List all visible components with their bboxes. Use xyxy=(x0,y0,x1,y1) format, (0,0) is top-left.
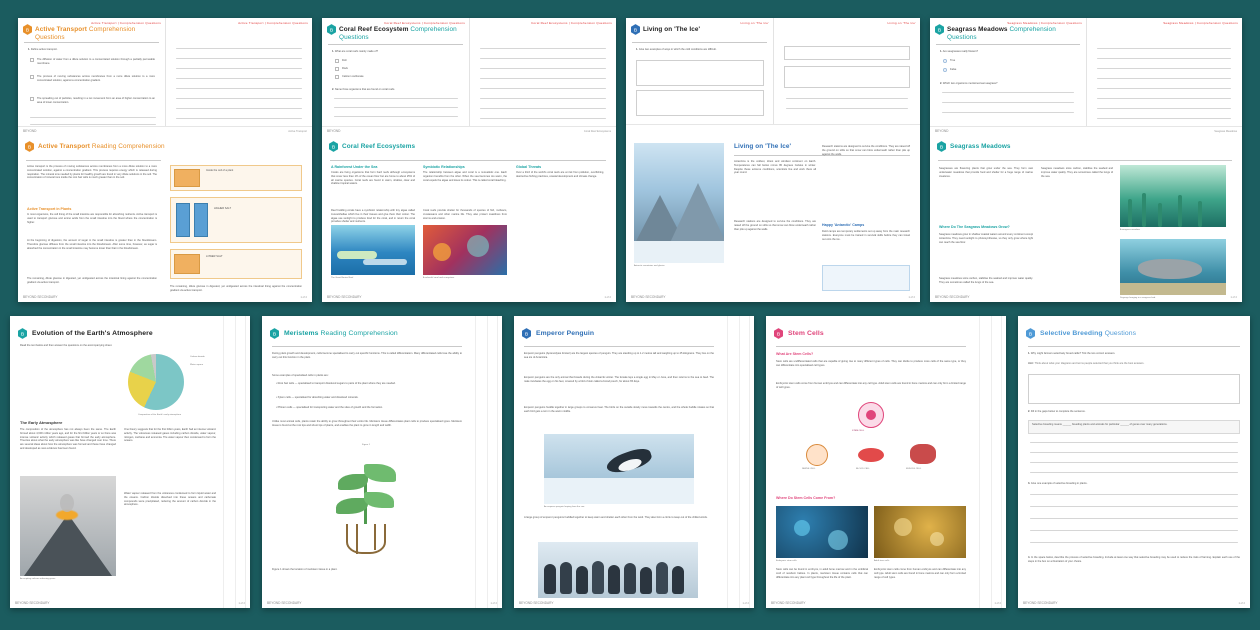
question-3: 3. Give one example of selective breeding in plants. xyxy=(1028,482,1088,485)
question-1: 1. Why might farmers selectively breed cattle? Tick the two correct answers. xyxy=(1028,352,1116,355)
photo-volcano xyxy=(20,476,116,576)
cell-diagram-1 xyxy=(174,169,200,187)
answer-box-1[interactable] xyxy=(1028,374,1240,404)
paragraph-4: A large group of emperor penguins huddled together to keep warm and shelter each other from the wind. They also form a circle to keep out of the chilled winds. xyxy=(524,516,708,519)
beyond-logo-icon xyxy=(774,328,783,339)
question-1: 1. Define active transport. xyxy=(28,48,58,51)
photo-great-barrier-reef xyxy=(331,225,415,275)
brand-note: Seagrass Meadows | Comprehension Questions xyxy=(1007,21,1082,25)
paragraph-4: Coral reefs provide shelter for thousands of species of fish, molluscs, crustaceans and other marine life. They also protect coastlines from storms and erosion. xyxy=(423,209,507,220)
hint-text: Hint: Think about what your diagrams and terms people selected that you think are the best answers. xyxy=(1028,362,1145,365)
cell-diagram-2b xyxy=(194,203,208,237)
page-title: Living on 'The Ice' xyxy=(643,26,701,33)
photo-antarctic-mountains xyxy=(634,143,724,263)
beyond-logo-icon xyxy=(522,328,531,339)
paragraph-2: Seagrass meadows grow in shallow coastal waters around every continent except Antarctica. They need sunlight to photosynthesise, so they only grow where light can reach the sea floor. xyxy=(939,233,1034,244)
beyond-logo-icon xyxy=(327,24,336,35)
document-card-living-on-the-ice[interactable] xyxy=(626,18,920,302)
photo-caption-1: A seagrass meadow. xyxy=(1120,229,1141,231)
paragraph-4: Field camps are temporary settlements set up away from the main research stations. Everyone must be trained in survival skills before they can travel out onto the ice. xyxy=(822,230,910,241)
diagram-label-low: LOWER SALT xyxy=(206,255,223,258)
brand-note: Living on 'The Ice' xyxy=(887,21,916,25)
cell-diagram-2a xyxy=(176,203,190,237)
photo-caption-1: Embryonic stem cells xyxy=(776,560,797,562)
photo-adult-stem-cells xyxy=(874,506,966,558)
answer-box-2[interactable] xyxy=(636,90,764,116)
page-title: Living on 'The Ice' xyxy=(734,143,792,150)
document-card-emperor-penguin[interactable] xyxy=(514,316,754,608)
question-1: 1. Are seagrasses really flowers? xyxy=(940,50,979,53)
page-footer: BEYOND SECONDARY 1 of 2 xyxy=(327,295,611,299)
figure-label: Figure 1 xyxy=(362,444,371,446)
divider xyxy=(24,42,159,43)
page-title: Seagrass Meadows xyxy=(950,143,1011,150)
bullet-3: • Phloem cells — specialised for transporting water and the sites of growth and the formation. xyxy=(276,406,383,409)
option-true: True xyxy=(950,59,956,62)
photo-caption-1: The Great Barrier Reef xyxy=(331,277,354,279)
option-b: The process of moving substances across membranes from a more dilute solution to a more concentrated solution, against a concentration gradient. xyxy=(37,75,155,82)
radio-true[interactable] xyxy=(943,59,947,63)
page-title: Active Transport Comprehension Questions xyxy=(35,26,136,41)
svg-text:B: B xyxy=(524,332,529,338)
page-footer: BEYOND SECONDARY 1 of 2 xyxy=(631,295,915,299)
beyond-logo-icon xyxy=(25,141,34,152)
svg-text:B: B xyxy=(25,28,30,34)
document-card-meristems[interactable] xyxy=(262,316,502,608)
document-card-seagrass[interactable] xyxy=(930,18,1242,302)
page-title: Evolution of the Earth's Atmosphere xyxy=(32,330,153,337)
question-2: 2. Fill in the gaps below to complete the sentence. xyxy=(1028,410,1086,413)
page-reading-coral-reef[interactable]: BEYOND Coral Reef Ecosystems B Coral Reef Ecosystems A Rainforest Under the Sea Corals are living organisms that form hard reefs although ecosystems that cover less than 1% of the ocean floor but are home to about 25% of all marine species. Coral reefs are found in warm, shallow, clear and shallow tropical waters. Reef building corals have a symbiotic relationship with tiny algae called zooxanthellae which live in their tissues and give them their colour. The algae use sunlight to produce food for the coral, and in return the coral provides shelter and nutrients. Symbiotic Relationships The relationship between algae and coral is a mutualistic one. Each organism benefits from the other. When the sea becomes too warm, the coral expels the algae and loses its colour. This is called coral bleaching. Coral reefs provide shelter for thousands of species of fish, molluscs, crustaceans and other marine life. They also protect coastlines from storms and erosion. Global Threats Over a third of the world's coral reefs are at risk from pollution, overfishing, destructive fishing practices, coastal development and climate change. The Great Barrier Reef A colourful coral reef ecosystem. BEYOND SECONDARY 1 of 2 xyxy=(322,126,616,302)
word-bank-text: Selective breeding means ______ breeding plants and animals for particular ______ of genes over many generations. xyxy=(1032,423,1168,426)
beyond-logo-icon xyxy=(1026,328,1035,339)
page-footer: BEYOND SECONDARY 1 of 2 xyxy=(771,601,1001,605)
diagram-label-high: HIGHER SALT xyxy=(214,207,232,210)
paragraph-3: Water vapour released from the volcanoes condensed to form liquid water and the oceans. Carbon dioxide dissolved into these oceans and carbonate compounds were precipitated, reducing the amount of carbon dioxide in the atmosphere. xyxy=(124,492,216,507)
beyond-logo-icon xyxy=(631,24,640,35)
heading-1: A Rainforest Under the Sea xyxy=(331,165,378,169)
page-footer: BEYOND SECONDARY 1 of 2 xyxy=(23,295,307,299)
document-card-stem-cells[interactable] xyxy=(766,316,1006,608)
svg-text:B: B xyxy=(331,145,336,151)
paragraph-2: One theory suggests that for the first billion years, Earth had an intense volcanic activity. The volcanoes released gases including carbon dioxide, water vapour, nitrogen, methane and ammonia. The water vapour then condensed to form the oceans. xyxy=(124,428,216,443)
question-2: 2. Name three organisms that are found on coral reefs. xyxy=(332,88,396,91)
checkbox-a[interactable] xyxy=(335,59,339,63)
page-reading-seagrass[interactable]: BEYOND Seagrass Meadows B Seagrass Meadows Seagrasses are flowering plants that grow under the sea. They form vast underwater meadows that provide food and shelter for a huge range of marine creatures. Where Do The Seagrass Meadows Grow? Seagrass meadows grow in shallow coastal waters around every continent except Antarctica. They need sunlight to photosynthesise, so they only grow where light can reach the sea floor. Seagrass meadows store carbon, stabilise the seabed and improve water quality. They are sometimes called the lungs of the sea. Seagrass meadows store carbon, stabilise the seabed and improve water quality. They are sometimes called the lungs of the sea. A seagrass meadow. Dugongs foraging in a seagrass bed. BEYOND SECONDARY 1 of 2 xyxy=(930,126,1242,302)
document-card-active-transport[interactable] xyxy=(18,18,312,302)
beyond-logo-icon xyxy=(18,328,27,339)
pie-chart-title: Composition of the Earth's early atmosphere xyxy=(138,414,182,416)
question-2: 2. Which two organisms mentioned eat seagrass? xyxy=(940,82,998,85)
checkbox-c[interactable] xyxy=(30,97,34,101)
paragraph-3: The relationship between algae and coral is a mutualistic one. Each organism benefits from the other. When the sea becomes too warm, the coral expels the algae and loses its colour. This is called coral bleaching. xyxy=(423,171,507,182)
page-footer: BEYOND SECONDARY 1 of 2 xyxy=(519,601,749,605)
pie-chart-early-atmosphere xyxy=(128,354,184,410)
beyond-logo-icon xyxy=(935,24,944,35)
svg-text:B: B xyxy=(776,332,781,338)
radio-false[interactable] xyxy=(943,68,947,72)
answer-box-3[interactable] xyxy=(784,46,910,60)
beyond-logo-icon xyxy=(270,328,279,339)
brand-note: Coral Reef Ecosystems | Comprehension Questions xyxy=(384,21,465,25)
page-footer: BEYOND SECONDARY 1 of 2 xyxy=(267,601,497,605)
page-title: Active Transport Reading Comprehension xyxy=(38,143,165,150)
heading-camps: Happy 'Antarctic' Camps xyxy=(822,223,865,227)
question-1: 1. Give two examples of ways in which the cold conditions are difficult. xyxy=(636,48,717,51)
brand-note: Active Transport | Comprehension Questions xyxy=(238,21,308,25)
svg-text:B: B xyxy=(27,145,32,151)
bullet-1: • Root hair cells — specialised to transport dissolved sugars to parts of the plant where they are needed. xyxy=(276,382,396,385)
brand-note: Living on 'The Ice' xyxy=(740,21,769,25)
photo-penguin-huddle xyxy=(538,542,698,598)
page-reading-active-transport[interactable]: BEYOND Active Transport B Active Transport Reading Comprehension Active transport is the process of moving substances across membranes from a more dilute solution to a more concentrated solution, against a concentration gradient. This process requires energy which is released during respiration. The mineral ions needed by plants for healthy growth are found in very dilute solutions in the soil. The concentration of mineral ions inside the root hair cells is much greater than in the soil. Active Transport in Plants In most organisms, the cell lining of the small intestine are responsible for absorbing nutrients. Active transport is used to transport glucose and amino acids from the small intestine into the blood where the concentration is higher. At the beginning of digestion, the amount of sugar in the small intestine is greater than in the bloodstream. Therefore glucose diffuses from the small intestine into the bloodstream. After some time, however, as sugar is absorbed the concentration in the small intestine may become lower than that in the bloodstream. The remaining, dilute glucose in digested, yet undigested across the intestinal lining against the concentration gradient via active transport. Inside the cell of a plant HIGHER SALT LOWER SALT The remaining, dilute glucose in digested, yet undigested across the intestinal lining against the concentration gradient via active transport. BEYOND SECONDARY 1 of 2 xyxy=(18,126,312,302)
reading-paragraph-2: In most organisms, the cell lining of the small intestine are responsible for absorbing nutrients. Active transport is used to transport glucose and amino acids from the small intestine into the blood where the concentration is higher. xyxy=(27,213,157,224)
beyond-logo-icon xyxy=(23,24,32,35)
svg-text:B: B xyxy=(633,28,638,34)
paragraph-2: Embryonic stem cells come from human embryos and can differentiate into any cell type. Adult stem cells are found in bone marrow and can only form a limited range of cell types. xyxy=(776,382,966,389)
option-a: The diffusion of water from a dilute solution to a concentrated solution through a partially permeable membrane. xyxy=(37,58,155,65)
option-b: Rock xyxy=(342,67,348,70)
paragraph-1: During plant growth and development, cells become specialised to carry out specific functions. This is called differentiation. Many differentiated cells lose the ability to carry out this function in the plant. xyxy=(272,352,462,359)
figure-note: Figure 1 shows the location of meristem tissue in a plant. xyxy=(272,568,338,571)
page-title: Meristems Reading Comprehension xyxy=(284,330,398,337)
paragraph-1: Seagrasses are flowering plants that grow under the sea. They form vast underwater meadows that provide food and shelter for a huge range of marine creatures. xyxy=(939,167,1033,178)
page-title: Stem Cells xyxy=(788,330,824,337)
heading-where: Where Do The Seagrass Meadows Grow? xyxy=(939,225,1010,229)
paragraph-3: Unlike most animal cells, plants retain the ability to grow throughout their entire life. Meristem tissue differentiates plant cells to produce specialised types. Meristem tissue is found at the root tips and shoot tips of plants, and enables the plant to grow in length and width. xyxy=(272,420,462,427)
checkbox-c[interactable] xyxy=(335,75,339,79)
diagram-plant xyxy=(302,452,432,562)
page-title: Coral Reef Ecosystem Comprehension Questions xyxy=(339,26,457,41)
option-a: Fish xyxy=(342,59,347,62)
paragraph-1: Stem cells are undifferentiated cells that are capable of giving rise to many different types of cells. They can divide to produce more cells of the same type, or they can differentiate into specialised cell types. xyxy=(776,360,966,367)
reading-paragraph-1: Active transport is the process of moving substances across membranes from a more dilute solution to a more concentrated solution, against a concentration gradient. This process requires energy which is released during respiration. The mineral ions needed by plants for healthy growth are found in very dilute solutions in the soil. The concentration of mineral ions inside the root hair cells is much greater than in the soil. xyxy=(27,165,157,180)
document-card-selective-breeding[interactable] xyxy=(1018,316,1250,608)
paragraph-3: Seagrass meadows store carbon, stabilise the seabed and improve water quality. They are sometimes called the lungs of the sea. xyxy=(939,277,1033,284)
page-title: Seagrass Meadows Comprehension Questions xyxy=(947,26,1056,41)
question-4: 4. In the space below, describe the process of selective breeding. Include at least one way that selective breeding may be used to reduce the risks of farming. Explain each use of the steps in the box on a illustration of your choice. xyxy=(1028,556,1240,563)
brand-note: Coral Reef Ecosystems | Comprehension Questions xyxy=(531,21,612,25)
bullet-2: • Xylem cells — specialised for absorbing water and dissolved minerals. xyxy=(276,396,359,399)
page-reading-ice[interactable] xyxy=(626,124,920,302)
photo-caption-2: Adult stem cells xyxy=(874,560,890,562)
svg-text:B: B xyxy=(939,145,944,151)
svg-text:B: B xyxy=(329,28,334,34)
reading-paragraph-3: At the beginning of digestion, the amount of sugar in the small intestine is greater than in the bloodstream. Therefore glucose diffuses from the small intestine into the bloodstream. After some time, however, as sugar is absorbed the concentration in the small intestine may become lower than that in the bloodstream. xyxy=(27,239,157,250)
page-footer: BEYOND SECONDARY 1 of 2 xyxy=(1023,601,1245,605)
paragraph-1: The composition of the atmosphere has not always been the same. The Earth formed about 4,600 million years ago, and for the first billion years or so there was intense volcanic activity which released gases that formed the early atmosphere. Theories about what the early atmosphere was like have changed over time. There are several ideas about how the atmosphere was formed and these have changed and developed as new evidence has been found. xyxy=(20,428,116,450)
beyond-logo-icon xyxy=(329,141,338,152)
option-c: Calcium carbonate xyxy=(342,75,364,78)
photo-caption-2: A colourful coral reef ecosystem. xyxy=(423,277,455,279)
page-title: Coral Reef Ecosystems xyxy=(342,143,416,150)
answer-box-4[interactable] xyxy=(784,66,910,88)
reading-heading-1: Active Transport in Plants xyxy=(27,207,72,211)
paragraph-3: Emperor penguins huddle together in large groups to conserve heat. The birds on the outside slowly move towards the centre, and the whole huddle rotates so that each bird gets a turn in the warm middle. xyxy=(524,406,714,413)
document-card-earth-atmosphere[interactable] xyxy=(10,316,250,608)
heading-early-atmosphere: The Early Atmosphere xyxy=(20,420,63,425)
reading-paragraph-5: The remaining, dilute glucose in digested, yet undigested across the intestinal lining against the concentration gradient via active transport. xyxy=(170,285,302,292)
paragraph-4: Embryonic stem cells come from human embryos and can differentiate into any cell type. Adult stem cells are found in bone marrow and can only form a limited range of cell types. xyxy=(874,568,966,579)
answer-box-1[interactable] xyxy=(636,60,764,86)
photo-caption: An erupting volcano releasing gases. xyxy=(20,578,56,580)
question-1: 1. What are coral reefs mainly made of? xyxy=(332,50,379,53)
heading-where-from: Where Do Stem Cells Come From? xyxy=(776,496,836,500)
checkbox-b[interactable] xyxy=(335,67,339,71)
checkbox-b[interactable] xyxy=(30,75,34,79)
paragraph-2: Reef building corals have a symbiotic relationship with tiny algae called zooxanthellae which live in their tissues and give them their colour. The algae use sunlight to produce food for the coral, and in return the coral provides shelter and nutrients. xyxy=(331,209,415,224)
paragraph-2: Emperor penguins are the only animal that breeds during the Antarctic winter. The female lays a single egg in May or June, and then returns to the sea to feed. The male incubates the egg on his feet, covered by a fold of skin called a brood pouch, for about 65 days. xyxy=(524,376,714,383)
paragraph-2: Research stations are designed to survive the conditions. They are raised off the ground on stilts so that snow can blow underneath rather than pile up against the walls. xyxy=(734,220,816,231)
svg-text:B: B xyxy=(20,332,25,338)
option-false: False xyxy=(950,68,957,71)
paragraph-3: Research stations are designed to survive the conditions. They are raised off the ground on stilts so that snow can blow underneath rather than pile up against the walls. xyxy=(822,145,910,156)
svg-text:B: B xyxy=(1028,332,1033,338)
photo-caption-1: An emperor penguin leaping from the sea. xyxy=(544,506,585,508)
photo-dugong xyxy=(1120,239,1226,295)
beyond-logo-icon xyxy=(937,141,946,152)
pie-legend-1: Carbon dioxide xyxy=(190,356,205,358)
diagram-caption-1: Inside the cell of a plant xyxy=(206,169,234,172)
info-box xyxy=(822,265,910,291)
page-title: Selective Breeding Questions xyxy=(1040,330,1137,337)
svg-text:B: B xyxy=(937,28,942,34)
reading-paragraph-4: The remaining, dilute glucose in digested, yet undigested across the intestinal lining against the concentration gradient via active transport. xyxy=(27,277,157,284)
photo-seagrass-meadow xyxy=(1120,165,1226,227)
diagram-stem-cell: STEM CELL NERVE CELL BLOOD CELL MUSCLE CELL xyxy=(792,400,950,488)
document-card-coral-reef[interactable] xyxy=(322,18,616,302)
brand-note: Seagrass Meadows | Comprehension Questions xyxy=(1163,21,1238,25)
page-footer: BEYOND SECONDARY 1 of 2 xyxy=(15,601,245,605)
checkbox-a[interactable] xyxy=(30,58,34,62)
heading-2: Symbiotic Relationships xyxy=(423,165,465,169)
photo-coral-reef xyxy=(423,225,507,275)
heading-what-are-stem-cells: What Are Stem Cells? xyxy=(776,352,814,356)
intro-text: Read the text below and then answer the questions on the accompanying sheet. xyxy=(20,344,113,347)
option-c: The spreading out of particles, resulting in a net movement from an area of higher concentration to an area of lower concentration. xyxy=(37,97,155,104)
paragraph-4: Seagrass meadows store carbon, stabilise the seabed and improve water quality. They are sometimes called the lungs of the sea. xyxy=(1041,167,1113,178)
paragraph-5: Over a third of the world's coral reefs are at risk from pollution, overfishing, destructive fishing practices, coastal development and climate change. xyxy=(516,171,604,178)
svg-text:B: B xyxy=(272,332,277,338)
page-footer: BEYOND SECONDARY 1 of 2 xyxy=(935,295,1237,299)
heading-3: Global Threats xyxy=(516,165,542,169)
page-title: Emperor Penguin xyxy=(536,330,595,337)
cell-diagram-3 xyxy=(174,254,200,274)
paragraph-3: Stem cells can be found in embryos, in adult bone marrow and in the umbilical cord of newborn babies. In plants, meristem tissue contains cells that can differentiate into any plant cell type throughout the life of the plant. xyxy=(776,568,868,579)
paragraph-1: Emperor penguins (Aptenodytes forsteri) are the largest species of penguin. They are standing up to 1.2 metres tall and weighing up to 45 kilograms. They live on the sea ice of Antarctica. xyxy=(524,352,714,359)
paragraph-1: Corals are living organisms that form hard reefs although ecosystems that cover less than 1% of the ocean floor but are home to about 25% of all marine species. Coral reefs are found in warm, shallow, clear and shallow tropical waters. xyxy=(331,171,415,186)
brand-note: Active Transport | Comprehension Questions xyxy=(91,21,161,25)
photo-caption: Antarctic mountains and glacier. xyxy=(634,265,666,267)
pie-legend-2: Water vapour xyxy=(190,364,204,366)
photo-penguin-leaping xyxy=(544,434,694,504)
photo-caption-2: Dugongs foraging in a seagrass bed. xyxy=(1120,297,1156,299)
paragraph-1: Antarctica is the coldest, driest and windiest continent on Earth. Temperatures can fall below minus 80 degrees Celsius in winter. Despite these extreme conditions, scientists live and work there all year round. xyxy=(734,160,816,175)
photo-embryonic-stem-cells xyxy=(776,506,868,558)
paragraph-2: Some examples of specialised cells in plants are: xyxy=(272,374,329,377)
